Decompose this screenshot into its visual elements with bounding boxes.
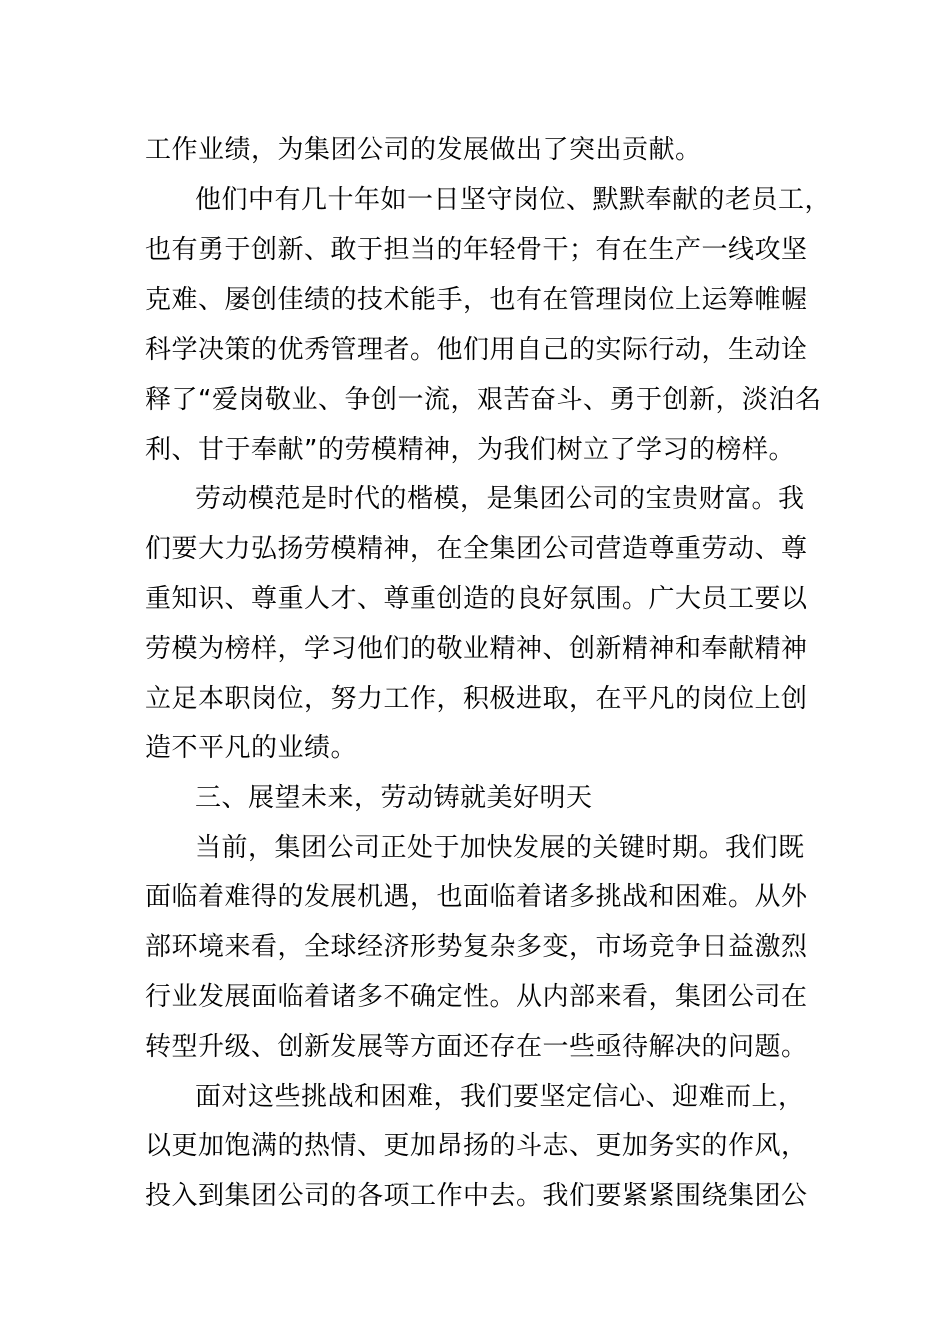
text-line: 劳动模范是时代的楷模，是集团公司的宝贵财富。我 (195, 484, 805, 514)
text-line: 也有勇于创新、敢于担当的年轻骨干；有在生产一线攻坚 (145, 235, 808, 265)
text-line: 重知识、尊重人才、尊重创造的良好氛围。广大员工要以 (145, 584, 808, 614)
text-line: 立足本职岗位，努力工作，积极进取，在平凡的岗位上创 (145, 684, 808, 714)
text-line: 释了“爱岗敬业、争创一流，艰苦奋斗、勇于创新，淡泊名 (145, 385, 822, 415)
text-line: 面对这些挑战和困难，我们要坚定信心、迎难而上， (195, 1082, 805, 1112)
text-line: 造不平凡的业绩。 (145, 733, 358, 763)
section-heading: 三、展望未来，劳动铸就美好明天 (195, 783, 593, 813)
text-line: 他们中有几十年如一日坚守岗位、默默奉献的老员工， (195, 185, 832, 215)
text-line: 转型升级、创新发展等方面还存在一些亟待解决的问题。 (145, 1032, 808, 1062)
text-line: 工作业绩，为集团公司的发展做出了突出贡献。 (145, 135, 702, 165)
text-line: 投入到集团公司的各项工作中去。我们要紧紧围绕集团公 (145, 1181, 808, 1211)
text-line: 以更加饱满的热情、更加昂扬的斗志、更加务实的作风， (145, 1131, 808, 1161)
text-line: 科学决策的优秀管理者。他们用自己的实际行动，生动诠 (145, 335, 808, 365)
text-line: 行业发展面临着诸多不确定性。从内部来看，集团公司在 (145, 982, 808, 1012)
text-line: 劳模为榜样，学习他们的敬业精神、创新精神和奉献精神 (145, 634, 808, 664)
text-line: 克难、屡创佳绩的技术能手，也有在管理岗位上运筹帷幄 (145, 285, 808, 315)
text-line: 利、甘于奉献”的劳模精神，为我们树立了学习的榜样。 (145, 435, 795, 465)
text-line: 面临着难得的发展机遇，也面临着诸多挑战和困难。从外 (145, 882, 808, 912)
text-line: 们要大力弘扬劳模精神，在全集团公司营造尊重劳动、尊 (145, 534, 808, 564)
text-line: 当前，集团公司正处于加快发展的关键时期。我们既 (195, 833, 805, 863)
text-line: 部环境来看，全球经济形势复杂多变，市场竞争日益激烈 (145, 932, 808, 962)
